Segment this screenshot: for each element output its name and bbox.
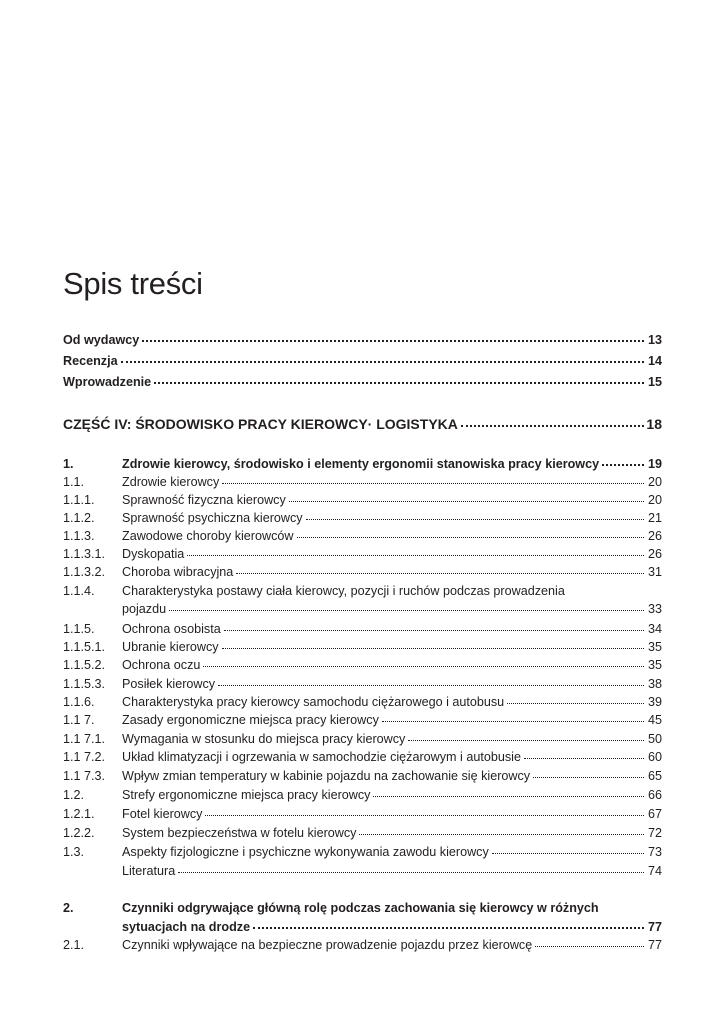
- toc-label: Układ klimatyzacji i ogrzewania w samochodzie ciężarowym i autobusie: [122, 750, 521, 764]
- toc-page: 21: [647, 511, 662, 525]
- toc-page: 34: [647, 622, 662, 636]
- toc-number: 1.: [63, 457, 74, 471]
- leader-dots: [306, 518, 644, 520]
- toc-entry[interactable]: [63, 527, 662, 545]
- toc-page: 14: [647, 354, 662, 368]
- leader-dots: [382, 720, 644, 722]
- toc-entry[interactable]: [63, 767, 662, 785]
- toc-entry[interactable]: [63, 711, 662, 729]
- toc-number: 2.1.: [63, 938, 85, 952]
- toc-page: 26: [647, 547, 662, 561]
- leader-dots: [535, 945, 644, 947]
- toc-number: 1.1.5.3.: [63, 677, 106, 691]
- toc-entry-literatura[interactable]: [63, 862, 662, 880]
- toc-entry[interactable]: [63, 693, 662, 711]
- leader-dots: [224, 629, 644, 631]
- toc-label: Charakterystyka postawy ciała kierowcy, pozycji i ruchów podczas prowadzenia: [122, 584, 565, 598]
- leader-dots: [218, 684, 644, 686]
- leader-dots: [533, 776, 644, 778]
- leader-dots: [359, 833, 644, 835]
- toc-label: System bezpieczeństwa w fotelu kierowcy: [122, 826, 357, 840]
- toc-entry[interactable]: [63, 545, 662, 563]
- toc-entry-recenzja[interactable]: [63, 352, 662, 370]
- toc-label: Choroba wibracyjna: [122, 565, 234, 579]
- toc-number: 1.3.: [63, 845, 85, 859]
- toc-page: 67: [647, 807, 662, 821]
- leader-dots: [461, 424, 644, 427]
- toc-page: 35: [647, 658, 662, 672]
- toc-page: 33: [647, 602, 662, 616]
- toc-label: Sprawność psychiczna kierowcy: [122, 511, 303, 525]
- toc-label: Aspekty fizjologiczne i psychiczne wykonywania zawodu kierowcy: [122, 845, 489, 859]
- toc-entry[interactable]: [63, 936, 662, 954]
- toc-label: Od wydawcy: [63, 333, 140, 347]
- toc-number: 1.1.3.1.: [63, 547, 106, 561]
- toc-entry-continuation[interactable]: [63, 600, 662, 618]
- toc-page: 39: [647, 695, 662, 709]
- toc-number: 1.1.3.: [63, 529, 95, 543]
- toc-label: CZĘŚĆ IV: ŚRODOWISKO PRACY KIEROWCY· LOGISTYKA: [63, 416, 458, 432]
- toc-entry[interactable]: [63, 473, 662, 491]
- toc-page: 45: [647, 713, 662, 727]
- page-title: Spis treści: [63, 266, 203, 301]
- toc-page: 20: [647, 493, 662, 507]
- toc-page: 13: [647, 333, 662, 347]
- toc-number: 1.1 7.2.: [63, 750, 106, 764]
- leader-dots: [169, 609, 644, 611]
- toc-label: Literatura: [122, 864, 176, 878]
- leader-dots: [289, 500, 644, 502]
- toc-number: 2.: [63, 901, 74, 915]
- toc-entry[interactable]: [63, 509, 662, 527]
- toc-page: 65: [647, 769, 662, 783]
- toc-label: Zdrowie kierowcy: [122, 475, 220, 489]
- toc-part-heading[interactable]: [63, 415, 662, 433]
- toc-page: 38: [647, 677, 662, 691]
- toc-entry[interactable]: [63, 491, 662, 509]
- toc-number: 1.1 7.3.: [63, 769, 106, 783]
- toc-label: Sprawność fizyczna kierowcy: [122, 493, 286, 507]
- leader-dots: [205, 814, 644, 816]
- toc-page: 50: [647, 732, 662, 746]
- toc-number: 1.1 7.1.: [63, 732, 106, 746]
- toc-number: 1.2.2.: [63, 826, 95, 840]
- toc-label: Dyskopatia: [122, 547, 185, 561]
- toc-entry[interactable]: [63, 563, 662, 581]
- toc-entry[interactable]: [63, 675, 662, 693]
- leader-dots: [507, 702, 644, 704]
- toc-label: Czynniki wpływające na bezpieczne prowadzenie pojazdu przez kierowcę: [122, 938, 533, 952]
- toc-entry-wprowadzenie[interactable]: [63, 373, 662, 391]
- leader-dots: [142, 339, 644, 342]
- toc-entry[interactable]: [63, 638, 662, 656]
- toc-page: 20: [647, 475, 662, 489]
- toc-entry[interactable]: [63, 656, 662, 674]
- toc-label: Wymagania w stosunku do miejsca pracy kierowcy: [122, 732, 406, 746]
- leader-dots: [602, 463, 644, 466]
- toc-entry[interactable]: [63, 805, 662, 823]
- toc-number: 1.1.2.: [63, 511, 95, 525]
- toc-number: 1.1.6.: [63, 695, 95, 709]
- toc-page: 60: [647, 750, 662, 764]
- toc-label: Recenzja: [63, 354, 118, 368]
- toc-label: Wprowadzenie: [63, 375, 152, 389]
- leader-dots: [408, 739, 644, 741]
- toc-number: 1.1.5.: [63, 622, 95, 636]
- toc-number: 1.2.: [63, 788, 85, 802]
- toc-entry-od-wydawcy[interactable]: [63, 331, 662, 349]
- leader-dots: [187, 554, 644, 556]
- toc-label: Posiłek kierowcy: [122, 677, 216, 691]
- leader-dots: [373, 795, 644, 797]
- toc-page: 26: [647, 529, 662, 543]
- toc-label: Zdrowie kierowcy, środowisko i elementy ergonomii stanowiska pracy kierowcy: [122, 457, 600, 471]
- leader-dots: [524, 757, 644, 759]
- toc-page: 18: [646, 416, 662, 432]
- toc-number: 1.1.4.: [63, 584, 95, 598]
- toc-page: 72: [647, 826, 662, 840]
- toc-number: 1.1.5.1.: [63, 640, 106, 654]
- toc-chapter-2-continuation[interactable]: [63, 918, 662, 936]
- toc-number: 1.1.: [63, 475, 85, 489]
- toc-entry[interactable]: [63, 620, 662, 638]
- toc-page: 77: [647, 920, 662, 934]
- toc-entry[interactable]: [63, 843, 662, 861]
- toc-page: 66: [647, 788, 662, 802]
- toc-chapter-1[interactable]: [63, 455, 662, 473]
- leader-dots: [178, 871, 644, 873]
- toc-entry-multiline[interactable]: [63, 582, 662, 600]
- toc-label: Ochrona oczu: [122, 658, 201, 672]
- toc-page: 35: [647, 640, 662, 654]
- leader-dots: [492, 852, 644, 854]
- toc-number: 1.1.3.2.: [63, 565, 106, 579]
- toc-chapter-2[interactable]: [63, 899, 662, 917]
- leader-dots: [236, 572, 644, 574]
- toc-label: Fotel kierowcy: [122, 807, 203, 821]
- toc-number: 1.1.5.2.: [63, 658, 106, 672]
- toc-label: Charakterystyka pracy kierowcy samochodu ciężarowego i autobusu: [122, 695, 505, 709]
- toc-label: Czynniki odgrywające główną rolę podczas zachowania się kierowcy w różnych: [122, 901, 599, 915]
- toc-number: 1.2.1.: [63, 807, 95, 821]
- toc-entry[interactable]: [63, 730, 662, 748]
- toc-label: sytuacjach na drodze: [122, 920, 251, 934]
- toc-page: 19: [647, 457, 662, 471]
- toc-label: Wpływ zmian temperatury w kabinie pojazdu na zachowanie się kierowcy: [122, 769, 531, 783]
- toc-label: Ubranie kierowcy: [122, 640, 219, 654]
- toc-page: 31: [647, 565, 662, 579]
- toc-page: 77: [647, 938, 662, 952]
- leader-dots: [297, 536, 645, 538]
- toc-label: pojazdu: [122, 602, 167, 616]
- toc-label: Strefy ergonomiczne miejsca pracy kierowcy: [122, 788, 371, 802]
- toc-label: Ochrona osobista: [122, 622, 221, 636]
- toc-entry[interactable]: [63, 786, 662, 804]
- toc-label: Zawodowe choroby kierowców: [122, 529, 294, 543]
- toc-page: 74: [647, 864, 662, 878]
- toc-number: 1.1 7.: [63, 713, 95, 727]
- leader-dots: [222, 482, 644, 484]
- leader-dots: [203, 665, 644, 667]
- toc-entry[interactable]: [63, 824, 662, 842]
- leader-dots: [222, 647, 644, 649]
- toc-entry[interactable]: [63, 748, 662, 766]
- toc-label: Zasady ergonomiczne miejsca pracy kierowcy: [122, 713, 379, 727]
- toc-page: 15: [647, 375, 662, 389]
- leader-dots: [154, 381, 644, 384]
- leader-dots: [253, 926, 644, 929]
- leader-dots: [121, 360, 644, 363]
- toc-page: 73: [647, 845, 662, 859]
- toc-number: 1.1.1.: [63, 493, 95, 507]
